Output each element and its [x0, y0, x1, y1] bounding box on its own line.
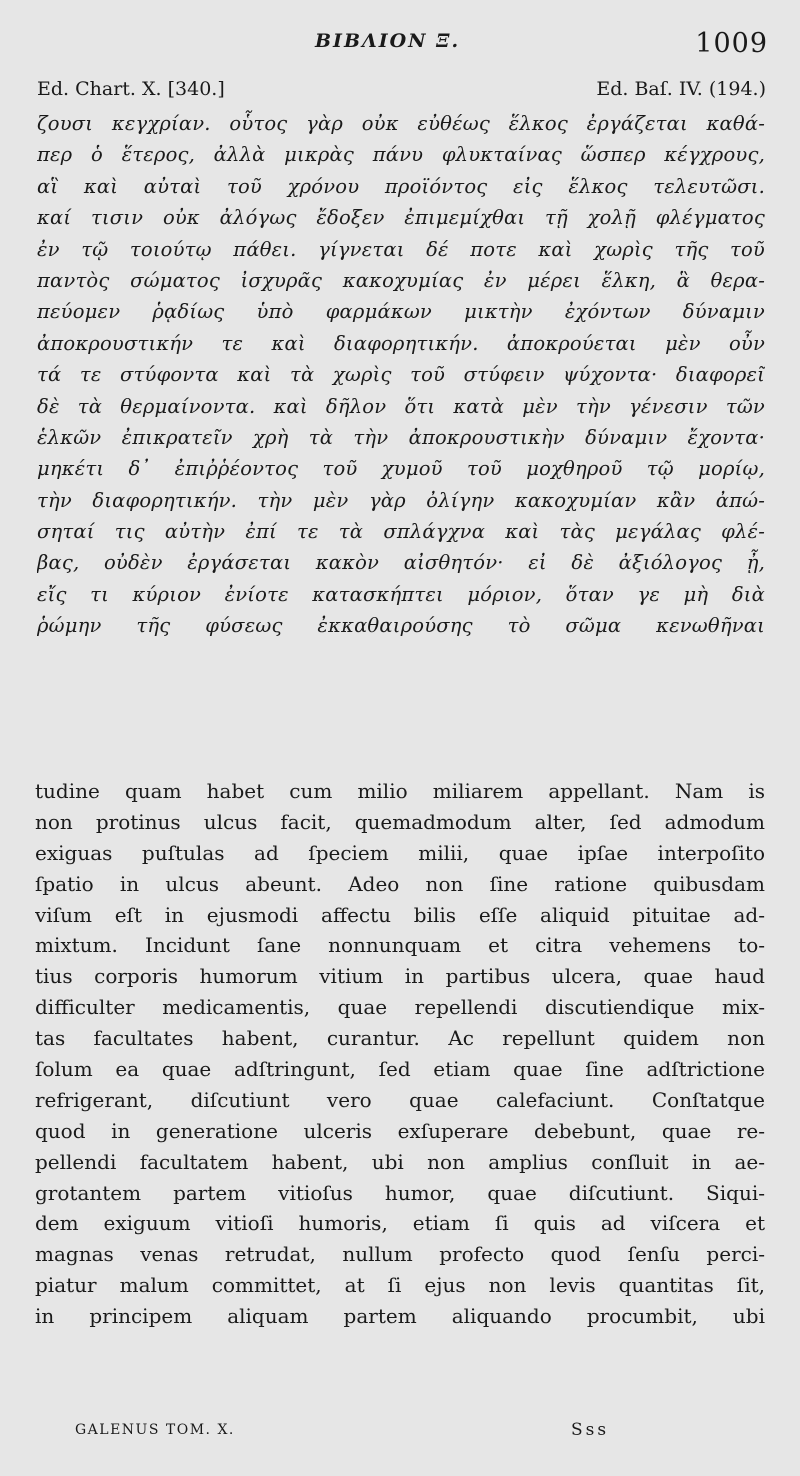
latin-line: piatur malum committet, at ſi ejus non levis quantitas ſit, — [35, 1273, 765, 1298]
greek-line: δὲ τὰ θερμαίνοντα. καὶ δῆλον ὅτι κατὰ μὲν τὴν γένεσιν τῶν — [37, 394, 765, 418]
latin-line: exiguas puſtulas ad ſpeciem milii, quae ipſae interpoſito — [35, 840, 765, 865]
latin-line: dem exiguum vitioſi humoris, etiam ſi quis ad viſcera et — [35, 1211, 765, 1236]
latin-line: difficulter medicamentis, quae repellendi discutiendique mix- — [35, 995, 765, 1020]
running-head — [0, 28, 800, 68]
latin-line: tudine quam habet cum milio miliarem appellant. Nam is — [35, 779, 765, 803]
edition-reference-basel: Ed. Baſ. IV. (194.) — [596, 78, 766, 100]
greek-line: ἐν τῷ τοιούτῳ πάθει. γίγνεται δέ ποτε καὶ χωρὶς τῆς τοῦ — [37, 237, 765, 261]
latin-line: refrigerant, diſcutiunt vero quae calefaciunt. Conſtatque — [35, 1087, 765, 1112]
page-number: 1009 — [695, 28, 768, 59]
latin-line: in principem aliquam partem aliquando procumbit, ubi — [35, 1304, 765, 1329]
greek-line: τά τε στύφοντα καὶ τὰ χωρὶς τοῦ στύφειν ψύχοντα· διαφορεῖ — [37, 363, 765, 387]
greek-line: ῥώμην τῆς φύσεως ἐκκαθαιρούσης τὸ σῶμα κενωθῆναι — [37, 614, 765, 638]
latin-line: ſolum ea quae adſtringunt, ſed etiam quae ſine adſtrictione — [35, 1057, 765, 1082]
signature-mark-author: GALENUS TOM. X. — [75, 1422, 235, 1438]
latin-line: viſum eſt in ejusmodi affectu bilis eſſe aliquid pituitae ad- — [35, 902, 765, 927]
latin-line: magnas venas retrudat, nullum profecto quod ſenſu perci- — [35, 1242, 765, 1267]
book-title: ΒΙΒΛΙΟΝ Ξ. — [315, 30, 461, 52]
latin-line: mixtum. Incidunt ſane nonnunquam et citra vehemens to- — [35, 933, 765, 958]
latin-line: ſpatio in ulcus abeunt. Adeo non ſine ratione quibusdam — [35, 871, 765, 896]
greek-line: περ ὁ ἕτερος, ἀλλὰ μικρὰς πάνυ φλυκταίνας ὥσπερ κέγχρους, — [37, 143, 765, 167]
greek-line: σηταί τις αὐτὴν ἐπί τε τὰ σπλάγχνα καὶ τὰς μεγάλας φλέ- — [37, 520, 765, 544]
greek-line: παντὸς σώματος ἰσχυρᾶς κακοχυμίας ἐν μέρει ἕλκη, ἃ θερα- — [37, 268, 765, 292]
greek-line: αἳ καὶ αὐταὶ τοῦ χρόνου προϊόντος εἰς ἕλκος τελευτῶσι. — [37, 174, 765, 198]
greek-line: ζουσι κεγχρίαν. οὗτος γὰρ οὐκ εὐθέως ἕλκος ἐργάζεται καθά- — [37, 112, 765, 135]
latin-line: pellendi facultatem habent, ubi non amplius conſluit in ae- — [35, 1149, 765, 1174]
greek-line: μηκέτι δ᾽ ἐπιῤῥέοντος τοῦ χυμοῦ τοῦ μοχθηροῦ τῷ μορίῳ, — [37, 457, 765, 481]
latin-line: grotantem partem vitioſus humor, quae diſcutiunt. Siqui- — [35, 1180, 765, 1205]
greek-line: καί τισιν οὐκ ἀλόγως ἔδοξεν ἐπιμεμίχθαι τῇ χολῇ φλέγματος — [37, 206, 765, 230]
signature-mark-gathering: Sss — [571, 1420, 610, 1440]
greek-line: βας, οὐδὲν ἐργάσεται κακὸν αἰσθητόν· εἰ δὲ ἀξιόλογος ᾖ, — [37, 551, 765, 575]
latin-line: tas facultates habent, curantur. Ac repellunt quidem non — [35, 1026, 765, 1051]
edition-reference-chartier: Ed. Chart. X. [340.] — [37, 78, 225, 100]
latin-line: non protinus ulcus facit, quemadmodum alter, ſed admodum — [35, 809, 765, 834]
greek-text-block — [37, 108, 765, 642]
latin-text-block — [35, 776, 765, 1332]
latin-line: tius corporis humorum vitium in partibus ulcera, quae haud — [35, 964, 765, 989]
greek-line: ἀποκρουστικήν τε καὶ διαφορητικήν. ἀποκρούεται μὲν οὖν — [37, 331, 765, 355]
latin-line: quod in generatione ulceris exſuperare debebunt, quae re- — [35, 1118, 765, 1143]
greek-line: ἑλκῶν ἐπικρατεῖν χρὴ τὰ τὴν ἀποκρουστικὴν δύναμιν ἔχοντα· — [37, 425, 765, 449]
greek-line: πεύομεν ῥᾳδίως ὑπὸ φαρμάκων μικτὴν ἐχόντων δύναμιν — [37, 300, 765, 324]
greek-line: εἴς τι κύριον ἐνίοτε κατασκήπτει μόριον, ὅταν γε μὴ διὰ — [37, 582, 765, 606]
greek-line: τὴν διαφορητικήν. τὴν μὲν γὰρ ὀλίγην κακοχυμίαν κἂν ἀπώ- — [37, 488, 765, 512]
